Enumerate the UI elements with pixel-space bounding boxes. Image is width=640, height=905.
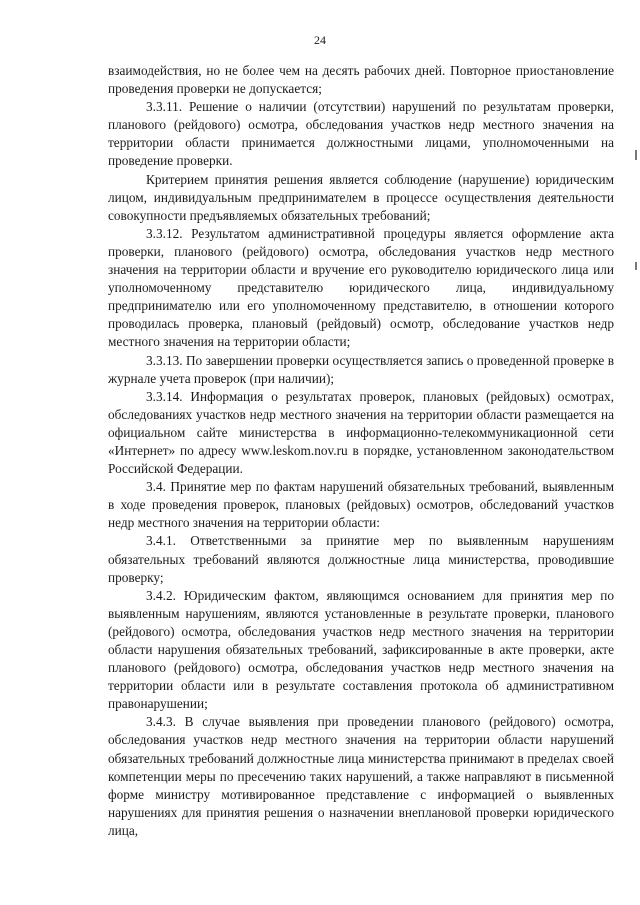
scan-margin-mark: [635, 262, 637, 270]
page-number: 24: [314, 33, 326, 47]
scan-margin-mark: [635, 150, 637, 160]
paragraph-3-3-14: 3.3.14. Информация о результатах проверок, плановых (рейдовых) осмотрах, обследованиях участков недр местного значения на территории области размещается на официальном сайте министерства в информационно-телекоммуникационной сети «Интернет» по адресу www.leskom.nov.ru в порядке, установленном законодательством Российской Федерации.: [108, 388, 614, 477]
paragraph-3-3-11: 3.3.11. Решение о наличии (отсутствии) нарушений по результатам проверки, планового (рейдового) осмотра, обследования участков недр местного значения на территории области принимается должностными лицами, уполномоченными на проведение проверки.: [108, 99, 614, 169]
paragraph-3-3-13: 3.3.13. По завершении проверки осуществляется запись о проведенной проверке в журнале учета проверок (при наличии);: [108, 352, 614, 386]
paragraph-3-4-1: 3.4.1. Ответственными за принятие мер по выявленным нарушениям обязательных требований являются должностные лица министерства, проводившие проверку;: [108, 533, 614, 585]
paragraph-3-4-2: 3.4.2. Юридическим фактом, являющимся основанием для принятия мер по выявленным нарушениям, являются установленные в результате проверки, планового (рейдового) осмотра, обследования участков недр местного значения на территории области нарушения обязательных требований, зафиксированные в акте проверки, акте планового (рейдового) осмотра, обследования участков недр местного значения на территории области или в результате составления протокола об административном правонарушении;: [108, 587, 614, 712]
paragraph-3-3-12: 3.3.12. Результатом административной процедуры является оформление акта проверки, планового (рейдового) осмотра, обследования участков недр местного значения на территории области и вручение его руководителю юридического лица или уполномоченному представителю юридического лица, индивидуальному предпринимателю или его уполномоченному представителю, в отношении которого проводилась проверка, плановый (рейдовый) осмотр, обследование участков недр местного значения на территории области;: [108, 225, 614, 350]
paragraph-3-4-3: 3.4.3. В случае выявления при проведении планового (рейдового) осмотра, обследования участков недр местного значения на территории области нарушений обязательных требований должностные лица министерства принимают в пределах своей компетенции меры по пресечению таких нарушений, а также направляют в письменной форме министру мотивированное представление с информацией о выявленных нарушениях для принятия решения о назначении внеплановой проверки юридического лица,: [108, 714, 614, 838]
paragraph-decision-criterion: Критерием принятия решения является соблюдение (нарушение) юридическим лицом, индивидуальным предпринимателем в процессе осуществления деятельности совокупности предъявляемых обязательных требований;: [108, 171, 614, 223]
document-body: [108, 62, 614, 840]
paragraph-3-4: 3.4. Принятие мер по фактам нарушений обязательных требований, выявленным в ходе проведения проверок, плановых (рейдовых) осмотров, обследований участков недр местного значения на территории области:: [108, 479, 614, 531]
paragraph-continuation: взаимодействия, но не более чем на десять рабочих дней. Повторное приостановление проведения проверки не допускается;: [108, 63, 614, 97]
